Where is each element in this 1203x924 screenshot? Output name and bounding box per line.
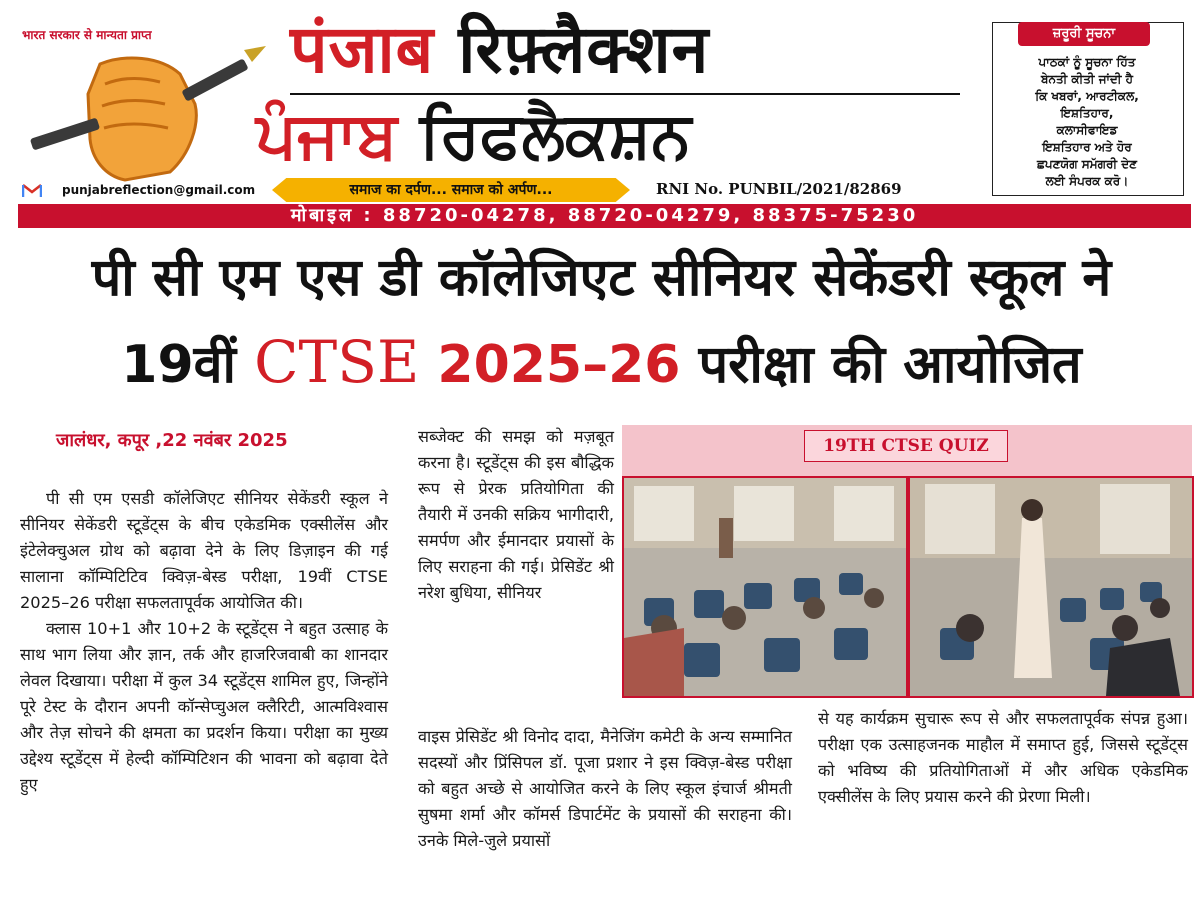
dateline: जालंधर, कपूर ,22 नवंबर 2025 xyxy=(56,430,288,451)
masthead-title-punjabi xyxy=(256,96,691,176)
notice-body xyxy=(998,54,1176,190)
exam-hall-photo-left xyxy=(622,476,908,698)
photo-caption-label: 19TH CTSE QUIZ xyxy=(804,430,1008,462)
headline-ordinal: 19वीं xyxy=(121,335,237,395)
notice-line: ਲਈ ਸੰਪਰਕ ਕਰੋ। xyxy=(1045,174,1129,188)
article-column-4 xyxy=(818,706,1188,810)
notice-line: ਕਿ ਖਬਰਾਂ, ਆਰਟੀਕਲ, xyxy=(1035,89,1139,103)
article-paragraph-3: सब्जेक्ट की समझ को मज़बूत करना है। स्टूडेंट्स की इस बौद्धिक रूप से प्रेरक प्रतियोगिता की तैयारी में उनकी सक्रिय भागीदारी, समर्पण और ईमानदार प्रयासों के लिए सराहना की गई। प्रेसिडेंट श्री नरेश बुधिया, सीनियर xyxy=(418,427,614,602)
headline-ctse: CTSE xyxy=(254,328,420,396)
gmail-icon xyxy=(22,184,42,198)
notice-line: ਇਸ਼ਤਿਹਾਰ ਅਤੇ ਹੋਰ xyxy=(1042,140,1132,154)
article-paragraph-1: पी सी एम एसडी कॉलेजिएट सीनियर सेकेंडरी स्कूल ने सीनियर सेकेंडरी स्टूडेंट्स के बीच एकेडमिक एक्सीलेंस और इंटेलेक्चुअल ग्रोथ को बढ़ावा देने के लिए डिज़ाइन की गई सालाना कॉम्पिटिटिव क्विज़-बेस्ड परीक्षा, 19वीं CTSE 2025–26 परीक्षा सफलतापूर्वक आयोजित की। xyxy=(20,489,388,612)
notice-line: ਬੇਨਤੀ ਕੀਤੀ ਜਾਂਦੀ ਹੈ xyxy=(1040,72,1134,86)
notice-line: ਕਲਾਸੀਫਾਇਡ xyxy=(1056,123,1118,137)
headline-line-1: पी सी एम एस डी कॉलेजिएट सीनियर सेकेंडरी स्कूल ने xyxy=(91,248,1112,308)
article-column-2 xyxy=(418,424,614,606)
headline-year: 2025–26 xyxy=(437,335,681,395)
article-paragraph-5: से यह कार्यक्रम सुचारू रूप से और सफलतापूर्वक संपन्न हुआ। परीक्षा एक उत्साहजनक माहौल में समाप्त हुई, जिससे स्टूडेंट्स को भविष्य की प्रतियोगिताओं में और अधिक एकेडमिक एक्सीलेंस के लिए प्रयास करने की प्रेरणा मिली। xyxy=(818,709,1188,806)
masthead-title-hindi xyxy=(290,10,709,90)
exam-hall-photo-right xyxy=(908,476,1194,698)
government-recognition-tag: भारत सरकार से मान्यता प्राप्त xyxy=(22,28,152,42)
notice-line: ਛਪਣਯੋਗ ਸਮੱਗਰੀ ਦੇਣ xyxy=(1037,157,1137,171)
mobile-numbers: मोबाइल : 88720-04278, 88720-04279, 88375-75230 xyxy=(290,205,919,226)
notice-line: ਪਾਠਕਾਂ ਨੂੰ ਸੂਚਨਾ ਹਿੱਤ xyxy=(1038,55,1136,69)
title-punjabi-red: ਪੰਜਾਬ xyxy=(256,99,398,173)
notice-line: ਇਸ਼ਤਿਹਾਰ, xyxy=(1060,106,1114,120)
headline-line-2 xyxy=(0,322,1203,405)
notice-title: ਜ਼ਰੂਰੀ ਸੂਚਨਾ xyxy=(1018,22,1150,46)
title-hindi-red: पंजाब xyxy=(290,11,435,88)
classroom-image-icon xyxy=(624,478,906,696)
title-punjabi-black: ਰਿਫਲੈਕਸ਼ਨ xyxy=(419,99,692,173)
rni-number: RNI No. PUNBIL/2021/82869 xyxy=(656,180,902,198)
fist-pen-logo-icon xyxy=(30,44,270,184)
article-column-1 xyxy=(20,486,388,798)
article-paragraph-2: क्लास 10+1 और 10+2 के स्टूडेंट्स ने बहुत उत्साह के साथ भाग लिया और ज्ञान, तर्क और हाजरिजवाबी का शानदार लेवल दिखाया। परीक्षा में कुल 34 स्टूडेंट्स शामिल हुए, जिन्होंने पूरे टेस्ट के दौरान अपनी कॉन्सेप्चुअल क्लैरिटी, आत्मविश्वास और तेज़ सोचने की क्षमता का प्रदर्शन किया। परीक्षा का मुख्य उद्देश्य स्टूडेंट्स में हेल्दी कॉम्पिटिशन की भावना को बढ़ावा देते हुए xyxy=(20,619,388,794)
article-column-3 xyxy=(418,724,792,854)
headline-tail: परीक्षा की आयोजित xyxy=(698,335,1082,395)
contact-email: punjabreflection@gmail.com xyxy=(62,183,256,197)
classroom-image-icon xyxy=(910,478,1192,696)
title-hindi-black: रिफ़्लैक्शन xyxy=(458,11,710,88)
article-paragraph-4: वाइस प्रेसिडेंट श्री विनोद दादा, मैनेजिंग कमेटी के अन्य सम्मानित सदस्यों और प्रिंसिपल डॉ. पूजा प्रशार ने इस क्विज़-बेस्ड परीक्षा को बहुत अच्छे से आयोजित करने के लिए स्कूल इंचार्ज श्रीमती सुषमा शर्मा और कॉमर्स डिपार्टमेंट के प्रयासों की सराहना की। उनके मिले-जुले प्रयासों xyxy=(418,727,792,850)
tagline-text: समाज का दर्पण... समाज को अर्पण... xyxy=(349,182,553,198)
title-divider xyxy=(290,93,960,95)
